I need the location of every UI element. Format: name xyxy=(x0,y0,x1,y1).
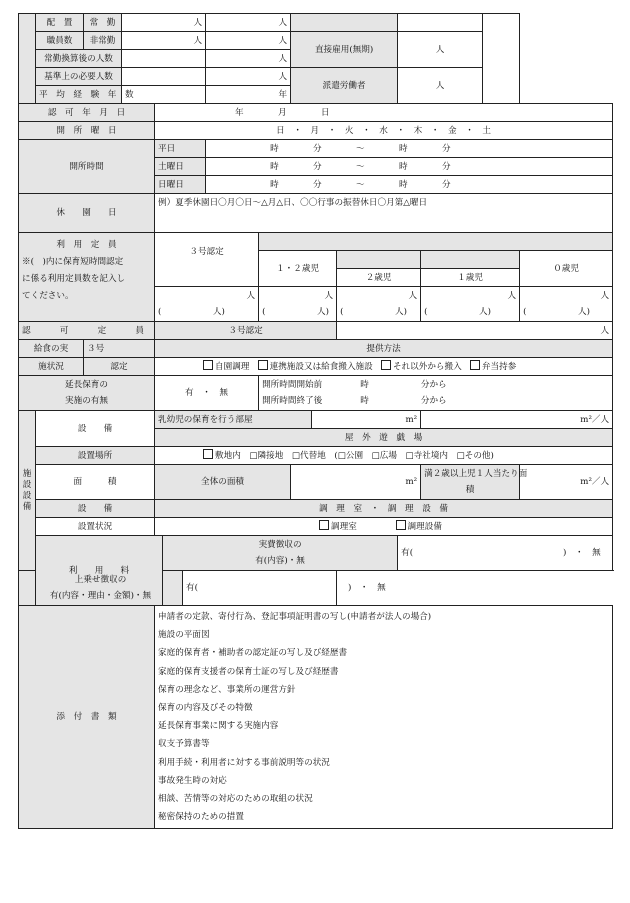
haichi-label: 配 置 xyxy=(36,14,84,32)
application-form xyxy=(18,13,612,829)
teiin-g12-header: １・２歳児 xyxy=(259,251,337,287)
uwanose-label-2: 有(内容・理由・金額)・無 xyxy=(49,591,152,601)
shisetsu-side-label: 施設設備 xyxy=(19,411,36,571)
kyushoku-label-1: 給食の実 xyxy=(19,340,84,358)
kaisho-jikan-label: 開所時間 xyxy=(19,140,155,194)
teiin-g12-short[interactable]: ( 人) xyxy=(262,307,329,317)
tenpu-item: 申請者の定款、寄付行為、登記事項証明書の写し(申請者が法人の場合) xyxy=(158,612,432,622)
teiin-g2-header: ２歳児 xyxy=(337,269,421,287)
teiin-g3-header: ３号認定 xyxy=(155,233,259,287)
jippi-label-cell xyxy=(163,536,398,571)
kyushoku-label-2: 施状況 xyxy=(19,358,84,376)
outdoor-label: 屋 外 遊 戯 場 xyxy=(155,429,613,447)
tenpu-label: 添 付 書 類 xyxy=(19,606,155,829)
uwanose-label-cell xyxy=(19,571,183,606)
basho-options-text: 敷地内 □隣接地 □代替地 (□公園 □広場 □寺社境内 □その他) xyxy=(215,450,494,461)
jokin-kansan-count[interactable]: 人 xyxy=(206,50,291,68)
tenpu-list xyxy=(155,606,613,829)
kyushoku-method-header: 提供方法 xyxy=(155,340,613,358)
chori-header: 調 理 室 ・ 調 理 設 備 xyxy=(155,500,613,518)
menseki-label: 面 積 xyxy=(36,465,155,500)
kyuen-value[interactable]: 例）夏季休園日〇月〇日～△月△日、〇〇行事の振替休日〇月第△曜日 xyxy=(155,194,613,233)
man2-label-cell xyxy=(421,465,528,500)
kijun-blank xyxy=(122,68,206,86)
teiin-note-1: ※( )内に保育短時間認定 xyxy=(22,257,124,267)
tenpu-item: 家庭的保育支援者の保育士証の写し及び経歴書 xyxy=(158,666,339,677)
staff-right-blank xyxy=(483,14,520,104)
tenpu-item: 家庭的保育者・補助者の認定証の写し及び経歴書 xyxy=(158,648,348,659)
room-label: 乳幼児の保育を行う部屋 xyxy=(155,411,312,429)
kyushoku-nintei: 認定 xyxy=(84,358,155,376)
chokusetsu-count[interactable]: 人 xyxy=(398,32,483,68)
kijun-label: 基準上の必要人数 xyxy=(36,68,122,86)
staff-blank-b xyxy=(398,14,483,32)
uwanose-nashi: ) ・ 無 xyxy=(347,583,386,593)
chorishitsu-label: 調理室 xyxy=(331,521,357,532)
teiin-g1-nin[interactable]: 人 xyxy=(507,291,517,301)
ninka-teiin-g3: ３号認定 xyxy=(155,322,337,340)
teiin-g1-values xyxy=(421,287,520,322)
encho-start-ji[interactable]: 時 xyxy=(360,380,369,390)
tenpu-item: 施設の平面図 xyxy=(158,630,210,641)
encho-end-ji[interactable]: 時 xyxy=(360,396,369,406)
doyobi-label: 土曜日 xyxy=(155,158,206,176)
heikin-label: 平 均 経 験 年 数 xyxy=(36,86,122,104)
encho-end-label: 開所時間終了後 xyxy=(262,396,323,406)
zentai-m2[interactable]: m² xyxy=(291,465,421,500)
kyuen-label: 休 園 日 xyxy=(19,194,155,233)
man2-label-a: 満２歳以上児１人当たり面 xyxy=(424,469,528,479)
teiin-g2-values xyxy=(337,287,421,322)
kijun-count[interactable]: 人 xyxy=(206,68,291,86)
haken-label: 派遣労働者 xyxy=(291,68,398,104)
uwanose-ari: 有( xyxy=(186,583,198,593)
encho-label-1: 延長保育の xyxy=(65,380,108,390)
ninka-teiin-label: 認 可 定 員 xyxy=(19,322,155,340)
shikichinai-checkbox[interactable] xyxy=(203,449,213,459)
heikin-years[interactable]: 年 xyxy=(206,86,291,104)
teiin-g12-nin[interactable]: 人 xyxy=(324,291,334,301)
encho-label-2: 実施の有無 xyxy=(65,396,108,406)
zentai-label: 全体の面積 xyxy=(155,465,291,500)
setsubi-label-2: 設 備 xyxy=(36,500,155,518)
teiin-g3-values xyxy=(155,287,259,322)
kaisho-yobi-label: 開 所 曜 日 xyxy=(19,122,155,140)
bento-label: 弁当持参 xyxy=(481,361,517,372)
uwanose-label-1: 上乗せ徴収の xyxy=(74,575,127,585)
encho-end-kara[interactable]: 分から xyxy=(420,396,447,406)
tenpu-item: 保育の内容及びその特徴 xyxy=(158,703,253,714)
chokusetsu-label: 直接雇用(無期) xyxy=(291,32,398,68)
teiin-g2-nin[interactable]: 人 xyxy=(408,291,418,301)
teiin-g0-nin[interactable]: 人 xyxy=(600,291,610,301)
jokin-count-b[interactable]: 人 xyxy=(206,14,291,32)
heijitsu-label: 平日 xyxy=(155,140,206,158)
encho-times xyxy=(259,376,613,411)
jien-chori-checkbox[interactable] xyxy=(203,360,213,370)
renkei-label: 連携施設又は給食搬入施設 xyxy=(269,361,373,372)
tenpu-item: 秘密保持のための措置 xyxy=(158,812,244,823)
encho-umu[interactable]: 有 ・ 無 xyxy=(155,376,259,411)
encho-start-label: 開所時間開始前 xyxy=(262,380,323,390)
jippi-nashi: ) ・ 無 xyxy=(563,548,601,558)
sonota-hannyu-label: それ以外から搬入 xyxy=(392,361,462,372)
ninka-label: 認 可 年 月 日 xyxy=(19,104,155,122)
jokin-count-a[interactable]: 人 xyxy=(122,14,206,32)
ryokin-label: 利 用 料 xyxy=(36,536,163,606)
teiin-g3-nin[interactable]: 人 xyxy=(246,291,256,301)
kyushoku-g3: ３号 xyxy=(84,340,155,358)
teiin-label-cell xyxy=(19,233,155,322)
ninka-teiin-count[interactable]: 人 xyxy=(337,322,613,340)
room-m2[interactable]: m² xyxy=(312,411,421,429)
chorisetsubi-checkbox[interactable] xyxy=(396,520,406,530)
renkei-checkbox[interactable] xyxy=(258,360,268,370)
hijokin-count-b[interactable]: 人 xyxy=(206,32,291,50)
sonota-hannyu-checkbox[interactable] xyxy=(381,360,391,370)
shokuinsu-label: 職員数 xyxy=(36,32,84,50)
jokin-label: 常 勤 xyxy=(84,14,122,32)
jippi-value[interactable] xyxy=(398,536,613,571)
man2-m2-per[interactable]: m²／人 xyxy=(520,465,613,500)
heijitsu-value[interactable]: 時 分 ～ 時 分 xyxy=(206,140,613,158)
tenpu-item: 相談、苦情等の対応のための取組の状況 xyxy=(158,794,313,805)
teiin-g2-short[interactable]: ( 人) xyxy=(340,307,407,317)
basho-label: 設置場所 xyxy=(36,447,155,465)
tenpu-item: 延長保育事業に関する実施内容 xyxy=(158,721,279,732)
nichiyobi-value[interactable]: 時 分 ～ 時 分 xyxy=(206,176,613,194)
teiin-header-top xyxy=(259,233,613,251)
man2-label-b: 積 xyxy=(465,485,475,495)
tenpu-item: 利用手続・利用者に対する事前説明等の状況 xyxy=(158,757,330,768)
encho-start-kara[interactable]: 分から xyxy=(420,380,447,390)
encho-label-cell xyxy=(19,376,155,411)
hijokin-count-a[interactable]: 人 xyxy=(122,32,206,50)
jippi-ari: 有( xyxy=(401,548,414,558)
teiin-g0-header: ０歳児 xyxy=(520,251,613,287)
kaisho-yobi-value[interactable]: 日 ・ 月 ・ 火 ・ 水 ・ 木 ・ 金 ・ 土 xyxy=(155,122,613,140)
teiin-header-mid2 xyxy=(421,251,520,269)
teiin-label: 利 用 定 員 xyxy=(56,240,117,250)
haken-count[interactable]: 人 xyxy=(398,68,483,104)
teiin-g3-short[interactable]: ( 人) xyxy=(158,307,225,317)
teiin-g0-values xyxy=(520,287,613,322)
jien-chori-label: 自園調理 xyxy=(215,361,250,372)
jippi-label-1: 実費徴収の xyxy=(258,540,302,550)
staff-blank-a xyxy=(291,14,398,32)
tenpu-item: 保育の理念など、事業所の運営方針 xyxy=(158,684,296,695)
teiin-g12-values xyxy=(259,287,337,322)
staff-side-cell xyxy=(19,14,36,104)
uwanose-value[interactable] xyxy=(183,571,386,606)
basho-options[interactable] xyxy=(155,447,613,465)
doyobi-value[interactable]: 時 分 ～ 時 分 xyxy=(206,158,613,176)
jippi-label-2: 有(内容)・無 xyxy=(255,556,305,566)
shisetsu-setsubi-label: 設 備 xyxy=(36,411,155,447)
heikin-blank xyxy=(122,86,206,104)
teiin-header-mid xyxy=(337,251,421,269)
teiin-g1-short[interactable]: ( 人) xyxy=(424,307,491,317)
kyushoku-options xyxy=(155,358,613,376)
teiin-note-3: てください。 xyxy=(22,291,74,301)
jokin-kansan-label: 常勤換算後の人数 xyxy=(36,50,122,68)
teiin-note-2: に係る利用定員数を記入し xyxy=(22,274,126,284)
tenpu-item: 事故発生時の対応 xyxy=(158,775,227,786)
jokin-kansan-blank xyxy=(122,50,206,68)
ninka-value[interactable]: 年 月 日 xyxy=(155,104,613,122)
jokyo-options xyxy=(155,518,613,536)
form-table xyxy=(18,13,613,829)
teiin-g1-header: １歳児 xyxy=(421,269,520,287)
bento-checkbox[interactable] xyxy=(470,360,480,370)
jokyo-label: 設置状況 xyxy=(36,518,155,536)
chorisetsubi-label: 調理設備 xyxy=(407,521,442,532)
nichiyobi-label: 日曜日 xyxy=(155,176,206,194)
room-m2-per[interactable]: m²／人 xyxy=(421,411,613,429)
tenpu-item: 収支予算書等 xyxy=(158,739,210,750)
chorishitsu-checkbox[interactable] xyxy=(319,520,329,530)
hijokin-label: 非常勤 xyxy=(84,32,122,50)
teiin-g0-short[interactable]: ( 人) xyxy=(523,307,590,317)
